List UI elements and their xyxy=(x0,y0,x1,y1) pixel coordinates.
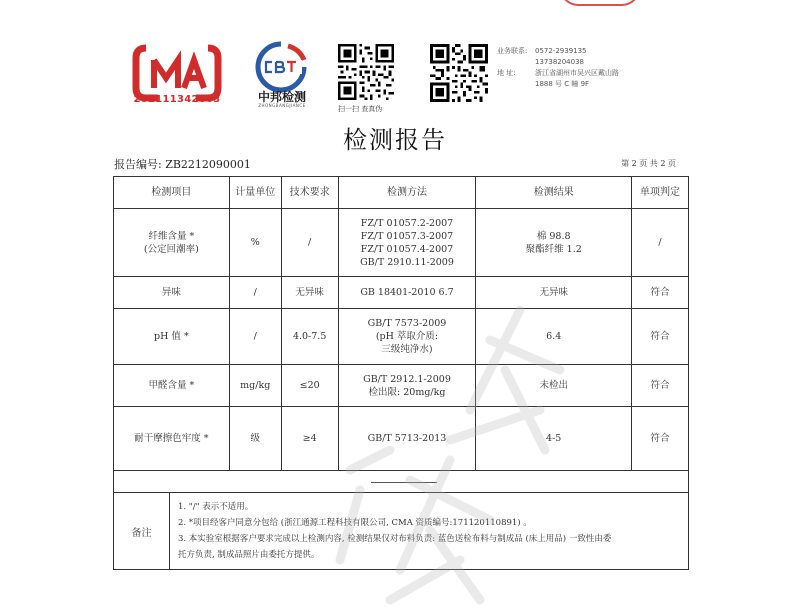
cell-item: 纤维含量 * (公定回潮率) xyxy=(114,209,230,277)
cell-item: 甲醛含量 * xyxy=(114,365,230,407)
remark-line: 托方负责, 制成品照片由委托方提供。 xyxy=(178,550,320,560)
table-row xyxy=(114,365,689,407)
remark-line: 1. "/" 表示不适用。 xyxy=(178,502,254,512)
cell-result: 4-5 xyxy=(476,407,632,471)
cell-method: FZ/T 01057.2-2007 FZ/T 01057.3-2007 FZ/T 01057.4-2007 GB/T 2910.11-2009 xyxy=(338,209,476,277)
address-label: 地 址: xyxy=(497,69,516,77)
cell-unit: mg/kg xyxy=(229,365,281,407)
cell-judgement: 符合 xyxy=(632,277,689,309)
cbt-subtitle: ZHONGBANGJIANCE xyxy=(258,103,306,108)
remarks-label: 备注 xyxy=(114,493,170,570)
cma-number: 201111342803 xyxy=(133,94,221,105)
table-row xyxy=(114,209,689,277)
cell-method: GB/T 5713-2013 xyxy=(338,407,476,471)
cbt-logo xyxy=(250,40,312,94)
page-indicator: 第 2 页 共 2 页 xyxy=(621,159,676,168)
cell-method: GB/T 7573-2009 (pH 萃取介质: 三级纯净水) xyxy=(338,309,476,365)
remarks-table xyxy=(113,492,689,570)
cell-unit: 级 xyxy=(229,407,281,471)
col-header-judgement: 单项判定 xyxy=(632,177,689,209)
table-row xyxy=(114,277,689,309)
cell-unit: % xyxy=(229,209,281,277)
cell-method: GB/T 2912.1-2009 检出限: 20mg/kg xyxy=(338,365,476,407)
blank-row xyxy=(113,470,689,492)
phone-label: 业务联系: xyxy=(497,47,528,55)
col-header-method: 检测方法 xyxy=(338,177,476,209)
end-of-table-line xyxy=(371,482,437,483)
test-results-table xyxy=(113,176,689,471)
cell-requirement: / xyxy=(281,209,338,277)
cell-result: 棉 98.8 聚酯纤维 1.2 xyxy=(476,209,632,277)
table-row xyxy=(114,309,689,365)
table-row xyxy=(114,407,689,471)
cell-item: 异味 xyxy=(114,277,230,309)
cell-requirement: 无异味 xyxy=(281,277,338,309)
address-line-2: 1888 号 C 幢 9F xyxy=(535,80,590,88)
cell-judgement: 符合 xyxy=(632,407,689,471)
report-number: 报告编号: ZB2212090001 xyxy=(114,158,251,171)
col-header-unit: 计量单位 xyxy=(229,177,281,209)
contact-qr-code[interactable] xyxy=(430,44,488,102)
cell-judgement: 符合 xyxy=(632,309,689,365)
contact-info xyxy=(497,46,619,90)
cell-requirement: ≥4 xyxy=(281,407,338,471)
cell-unit: / xyxy=(229,277,281,309)
cell-result: 未检出 xyxy=(476,365,632,407)
cell-result: 6.4 xyxy=(476,309,632,365)
col-header-result: 检测结果 xyxy=(476,177,632,209)
cell-judgement: / xyxy=(632,209,689,277)
verification-qr-code[interactable] xyxy=(338,44,394,100)
remark-line: 3. 本实验室根据客户要求完成以上检测内容, 检测结果仅对布料负责: 蓝色送检布料与制成品 (床上用品) 一致性由委 xyxy=(178,534,612,544)
address-line-1: 浙江省湖州市吴兴区戴山路 xyxy=(535,69,619,77)
cell-method: GB 18401-2010 6.7 xyxy=(338,277,476,309)
phone-number-1: 0572-2939135 xyxy=(535,47,587,55)
cell-item: pH 值 * xyxy=(114,309,230,365)
table-header-row xyxy=(114,177,689,209)
phone-number-2: 13738204038 xyxy=(535,58,584,66)
cell-result: 无异味 xyxy=(476,277,632,309)
remark-line: 2. *项目经客户同意分包给 (浙江通源工程科技有限公司, CMA 资质编号:171120110891) 。 xyxy=(178,518,532,528)
col-header-item: 检测项目 xyxy=(114,177,230,209)
cell-unit: / xyxy=(229,309,281,365)
cell-item: 耐干摩擦色牢度 * xyxy=(114,407,230,471)
cell-requirement: 4.0-7.5 xyxy=(281,309,338,365)
remarks-body xyxy=(170,493,689,570)
report-title: 检测报告 xyxy=(343,126,447,154)
seal-edge xyxy=(560,0,640,6)
cell-requirement: ≤20 xyxy=(281,365,338,407)
col-header-requirement: 技术要求 xyxy=(281,177,338,209)
cbt-name: 中邦检测 xyxy=(257,90,306,104)
qr-caption: 扫一扫 查真伪 xyxy=(338,105,383,113)
cell-judgement: 符合 xyxy=(632,365,689,407)
